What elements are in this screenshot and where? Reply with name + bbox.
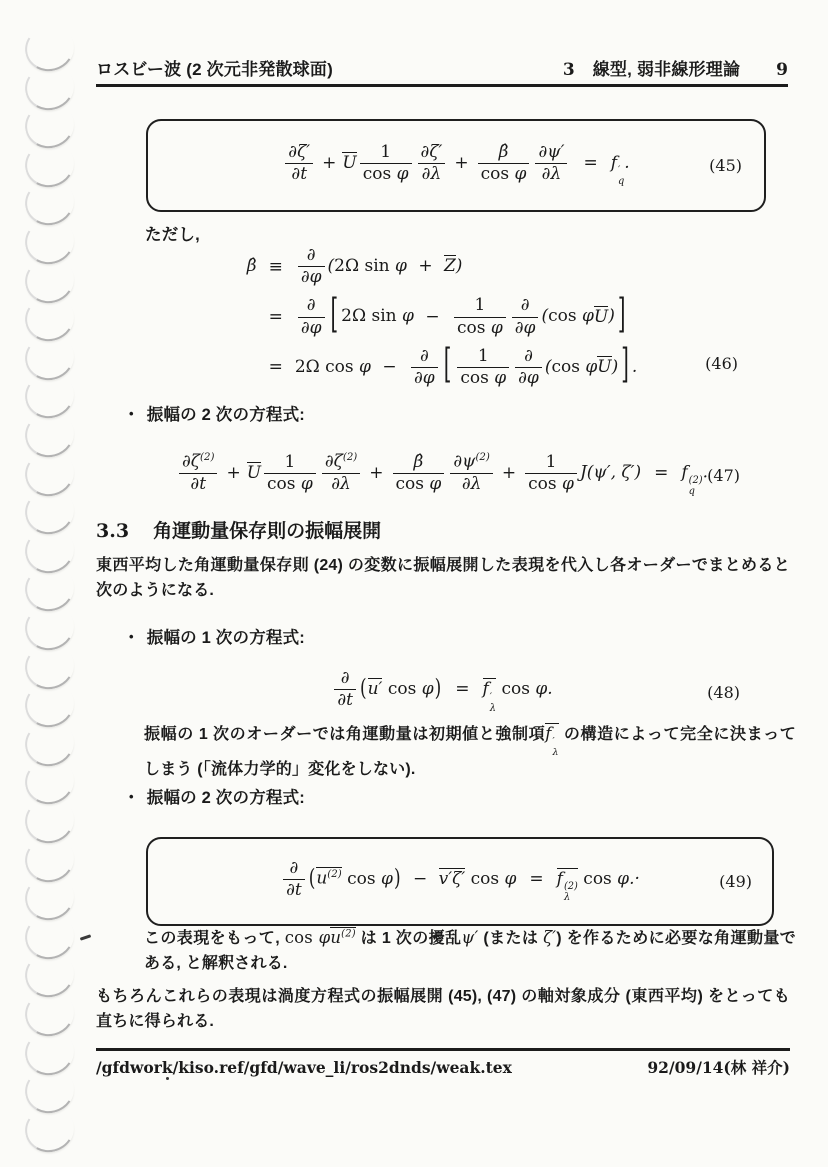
paragraph-vorticity-note: もちろんこれらの表現は渦度方程式の振幅展開 (45), (47) の軸対象成分 (東西平均) をとっても直ちに得られる. — [96, 988, 790, 1030]
tadashi-label: ただし, — [145, 226, 200, 244]
header-section-number: 3 — [562, 60, 575, 80]
eq46-row2-rhs: ∂ ∂φ [ 2Ω sin φ − $\frac{1}{\text{cos φ}}$ ∂ ∂φ (cos φU) ] — [295, 296, 629, 337]
bullet-amplitude-2nd-a-label: 振幅の 2 次の方程式: — [146, 406, 306, 424]
bullet-icon: • — [129, 789, 134, 804]
equation-48: ∂ ∂t (u′ cos φ) = f ′ λ cos φ. — [331, 669, 552, 714]
page-number: 9 — [776, 60, 788, 80]
eq46-row1-rhs: ∂ ∂φ (2Ω sin φ + Z) — [295, 246, 463, 287]
section-3-3-title: 角運動量保存則の振幅展開 — [153, 521, 382, 542]
equation-49-box — [146, 837, 774, 926]
bullet-amplitude-2nd-b — [129, 784, 305, 808]
footer-date-author: 92/09/14(林 祥介) — [647, 1058, 790, 1077]
paragraph-interpretation: この表現をもって, $\cos \varphi u^{(2)}$ は 1 次の擾乱ψ′ (または ζ′) を作るために必要な角運動量である, と解釈される. — [144, 928, 796, 972]
binding-hole — [20, 1102, 78, 1158]
equation-49: ∂ ∂t ($u^{(2)}$ cos φ) − v′ζ′ cos φ = f (2) λ cos φ.· — [280, 859, 640, 904]
eq46-row3-relation: = — [268, 357, 283, 378]
section-3-3-heading — [96, 516, 381, 543]
footer-file-path: /gfdwork/kiso.ref/gfd/wave_li/ros2dnds/weak.tex — [96, 1058, 512, 1077]
eq46-row1-lhs: β̂ — [246, 256, 257, 277]
paragraph-intro: 東西平均した角運動量保存則 (24) の変数に振幅展開した表現を代入し各オーダーでまとめると次のようになる. — [96, 557, 790, 599]
bullet-icon: • — [129, 406, 134, 421]
equation-45-box — [146, 119, 766, 212]
eq46-row2-relation: = — [268, 307, 283, 327]
scan-artifact-speck — [166, 1077, 169, 1080]
header-left-title: ロスビー波 (2 次元非発散球面) — [96, 60, 333, 79]
page-footer — [96, 1056, 790, 1078]
bullet-amplitude-2nd-b-label: 振幅の 2 次の方程式: — [146, 789, 306, 807]
equation-46-block — [96, 243, 788, 391]
bullet-amplitude-1st — [129, 624, 305, 648]
equation-47: $\frac{\partial\zeta^{(2)}}{\partial t}$ + U $\frac{1}{\text{cos φ}}$ $\frac{\partial\zeta^{(2)}}{\partial\lambda}$ + $\frac{\betâ}{\text{cos φ}}$ $\frac{\partial\psi^{(2)}}{\partial\lambda}$ + $\frac{1}{\text{cos φ}}$ J(ψ′, ζ′) = f (2) q . — [176, 452, 708, 497]
page-header — [96, 55, 788, 80]
bullet-amplitude-1st-label: 振幅の 1 次の方程式: — [146, 629, 306, 647]
equation-49-number: (49) — [719, 872, 752, 891]
equation-47-number: (47) — [707, 465, 740, 485]
equation-48-line — [96, 666, 788, 718]
header-right — [563, 55, 788, 80]
paragraph-amplitude-1st: 振幅の 1 次のオーダーでは角運動量は初期値と強制項f ′ λ の構造によって完全に決まってしまう (「流体力学的」変化をしない). — [144, 724, 796, 779]
section-3-3-number: 3.3 — [96, 520, 130, 542]
equation-46-align — [247, 246, 638, 387]
header-rule — [96, 84, 788, 87]
equation-46-number: (46) — [705, 354, 738, 373]
eq46-row1-relation: ≡ — [268, 256, 283, 277]
bullet-amplitude-2nd-a — [129, 401, 305, 425]
footer-rule — [96, 1048, 790, 1051]
bullet-icon: • — [129, 629, 134, 644]
equation-45: $\frac{\partial\zeta'}{\partial t}$ + U $\frac{1}{\text{cos φ}}$ $\frac{\partial\zeta'}{\partial\lambda}$ + $\frac{\betâ}{\text{cos φ}}$ $\frac{\partial\psi'}{\partial\lambda}$ = f ′ q . — [282, 143, 629, 188]
equation-47-line — [96, 444, 788, 506]
header-section-title: 線型, 弱非線形理論 — [592, 60, 741, 79]
equation-48-number: (48) — [707, 682, 740, 702]
equation-45-number: (45) — [709, 156, 742, 175]
eq46-row3-rhs: 2Ω cos φ − ∂ ∂φ [ $\frac{1}{\text{cos φ}}$ ∂ ∂φ (cos φU) ] . — [294, 339, 638, 388]
scan-artifact-dash — [80, 934, 91, 940]
